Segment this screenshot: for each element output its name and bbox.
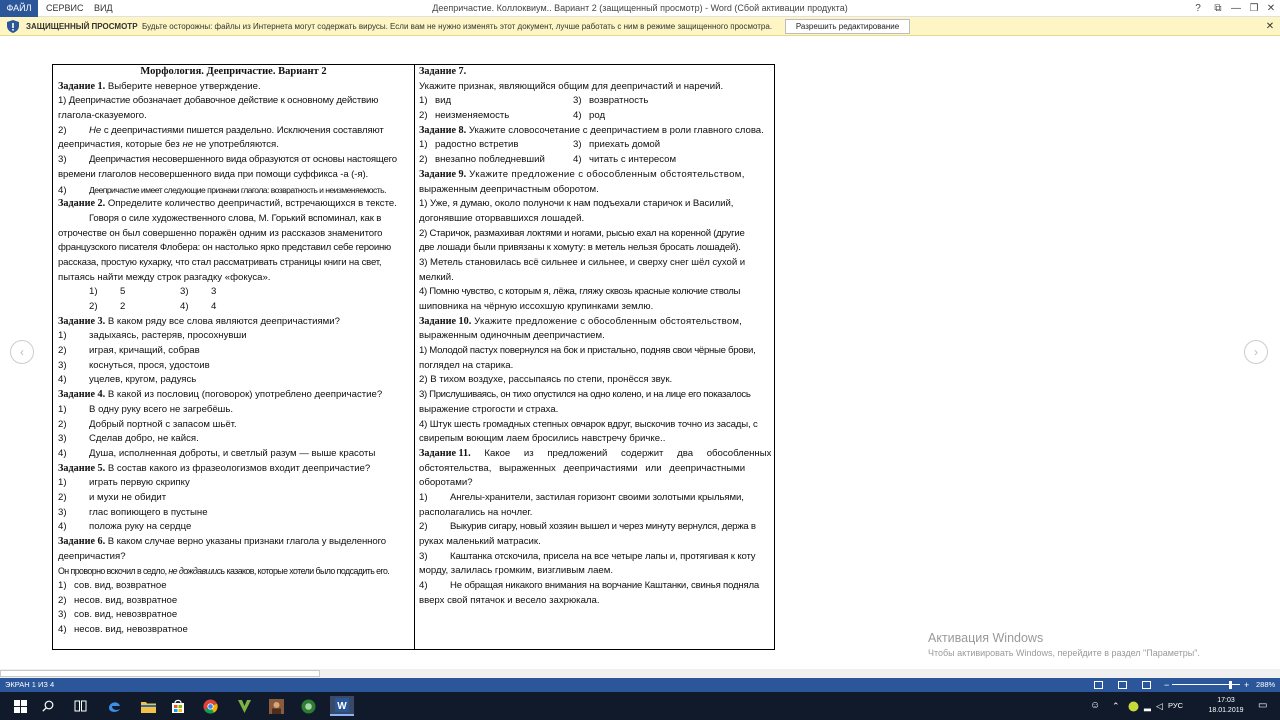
left-column xyxy=(53,65,415,649)
option-number: 3) xyxy=(58,506,67,518)
app-globe-icon[interactable] xyxy=(298,696,318,716)
print-layout-icon[interactable] xyxy=(1118,681,1127,689)
task-8-label: Задание 8. xyxy=(419,124,467,136)
window-title: Деепричастие. Коллоквиум.. Вариант 2 (защищенный просмотр) - Word (Сбой активации продукта) xyxy=(432,3,848,13)
task-9-heading xyxy=(419,168,771,183)
zoom-level[interactable]: 288% xyxy=(1256,680,1276,689)
task-1-label: Задание 1. xyxy=(58,80,106,92)
task-11-option xyxy=(419,579,771,594)
clock-time: 17:03 xyxy=(1217,697,1235,704)
task-6-text: В каком случае верно указаны признаки глагола у выделенного xyxy=(105,536,386,547)
task-6-option xyxy=(58,608,409,623)
option-number: 1) xyxy=(58,330,67,342)
task-8-options-row xyxy=(419,138,771,153)
option-text: не употребляются. xyxy=(193,139,279,151)
option-number: 1) xyxy=(58,580,67,592)
task-9-option-line: 4) Помню чувство, с которым я, лёжа, гляжу сквозь красные колючие стволы xyxy=(419,286,741,298)
option-italic: не xyxy=(182,139,194,151)
task-10-option-line: выражение строгости и страха. xyxy=(419,403,559,415)
task-11-option xyxy=(419,491,771,506)
task-2-passage: Говоря о силе художественного слова, М. Горький вспоминал, как в xyxy=(89,212,382,224)
task-6-option xyxy=(58,623,409,638)
option-text: Деепричастие имеет следующие признаки глагола: возвратность и неизменяемость. xyxy=(89,184,386,195)
option-number: 4) xyxy=(58,624,67,636)
task-7-options-row xyxy=(419,94,771,109)
option-text: 4 xyxy=(211,301,217,312)
option-text: Деепричастия несовершенного вида образуются от основы настоящего xyxy=(89,154,397,166)
task-10-label: Задание 10. xyxy=(419,315,472,327)
store-icon[interactable] xyxy=(168,696,188,716)
task-10-heading xyxy=(419,315,771,330)
option-number: 3) xyxy=(58,359,67,371)
task-4-label: Задание 4. xyxy=(58,389,106,401)
close-button[interactable]: ✕ xyxy=(1266,3,1276,14)
option-number: 4) xyxy=(419,580,428,592)
windows-activation-title: Активация Windows xyxy=(928,631,1044,645)
option-text: приехать домой xyxy=(589,139,661,151)
option-number: 3) xyxy=(419,550,428,562)
task-2-options-row xyxy=(58,300,409,315)
option-text: глас вопиющего в пустыне xyxy=(89,506,208,518)
task-4-heading xyxy=(58,388,409,403)
zoom-in-button[interactable]: + xyxy=(1244,680,1250,690)
option-text: коснуться, прося, удостоив xyxy=(89,359,210,371)
option-text: играя, кричащий, собрав xyxy=(89,345,200,357)
notifications-icon[interactable]: ▭ xyxy=(1258,700,1268,711)
taskbar xyxy=(0,692,1280,720)
option-number: 2) xyxy=(419,521,428,533)
option-number: 3) xyxy=(58,433,67,445)
option-number: 2) xyxy=(58,124,67,136)
option-number: 1) xyxy=(58,403,67,415)
windows-activation-subtitle: Чтобы активировать Windows, перейдите в раздел "Параметры". xyxy=(928,648,1200,658)
task-1-text: Выберите неверное утверждение. xyxy=(105,80,261,92)
task-9-option-line: шиповника на чёрную иссохшую крупинками землю. xyxy=(419,301,654,312)
document-table xyxy=(52,64,775,650)
tab-file[interactable]: ФАЙЛ xyxy=(0,0,38,17)
edge-icon[interactable] xyxy=(104,696,124,716)
option-number: 4) xyxy=(573,154,582,166)
task-3-option xyxy=(58,373,409,388)
option-text: положа руку на сердце xyxy=(89,521,192,533)
sentence-text: казаков, которые хотели было подсадить его. xyxy=(224,566,390,577)
task-3-label: Задание 3. xyxy=(58,315,106,327)
option-text: Каштанка отскочила, присела на все четыре лапы и, протягивая к коту xyxy=(450,550,756,562)
option-text: задыхаясь, растеряв, просохнувши xyxy=(89,330,247,342)
status-bar xyxy=(0,678,1280,692)
zoom-slider-thumb[interactable] xyxy=(1229,681,1232,689)
option-number: 2) xyxy=(89,301,98,312)
language-indicator[interactable]: РУС xyxy=(1168,701,1184,710)
task-6-option xyxy=(58,594,409,609)
task-2-text: Определите количество деепричастий, встречающихся в тексте. xyxy=(105,198,397,210)
sentence-highlight: не дождавшись xyxy=(168,566,225,577)
task-view-icon[interactable] xyxy=(70,696,90,716)
option-text: сов. вид, невозвратное xyxy=(74,609,178,621)
option-text: несов. вид, невозвратное xyxy=(74,624,188,636)
horizontal-scrollbar[interactable] xyxy=(0,669,1280,678)
task-1-option-3a xyxy=(58,153,409,168)
task-9-text: Укажите предложение с обособленным обстоятельством, xyxy=(466,168,745,180)
task-2-passage: французского писателя Флобера: он настолько ярко представил себе героиню xyxy=(58,242,391,254)
option-text: уцелев, кругом, радуясь xyxy=(89,374,197,386)
tray-chevron-icon[interactable]: ⌃ xyxy=(1112,701,1120,711)
app-photo-icon[interactable] xyxy=(266,696,286,716)
task-2-passage: пытаясь найти между строк разгадку «фокуса». xyxy=(58,271,271,283)
task-1-option-1a: 1) Деепричастие обозначает добавочное действие к основному действию xyxy=(58,95,379,107)
task-1-option-4 xyxy=(58,183,409,198)
option-text: 5 xyxy=(120,286,126,298)
task-11-label: Задание 11. xyxy=(419,447,471,459)
task-6-text-2: деепричастия? xyxy=(58,550,126,562)
task-5-label: Задание 5. xyxy=(58,462,106,474)
search-icon[interactable] xyxy=(38,696,58,716)
task-3-heading xyxy=(58,315,409,330)
option-italic: Не xyxy=(89,124,102,136)
task-3-option xyxy=(58,359,409,374)
option-number: 3) xyxy=(180,286,189,298)
task-4-text: В какой из пословиц (поговорок) употреблено деепричастие? xyxy=(105,389,383,401)
task-10-text: Укажите предложение с обособленным обстоятельством, xyxy=(471,315,743,327)
task-6-heading xyxy=(58,535,409,550)
read-mode-icon[interactable] xyxy=(1094,681,1103,689)
task-5-option xyxy=(58,506,409,521)
option-number: 3) xyxy=(58,154,67,166)
option-text: неизменяемость xyxy=(435,110,510,122)
option-text: деепричастия, которые без xyxy=(58,139,183,151)
option-number: 2) xyxy=(58,491,67,503)
task-2-passage: отрочестве он был совершенно поражён одним из рассказов знаменитого xyxy=(58,227,383,239)
option-number: 2) xyxy=(419,110,428,122)
option-text: возвратность xyxy=(589,95,649,107)
option-text: 3 xyxy=(211,286,217,298)
zoom-out-button[interactable]: − xyxy=(1164,680,1170,690)
task-11-option xyxy=(419,520,771,535)
option-text: с деепричастиями пишется раздельно. Исключения составляют xyxy=(101,124,384,136)
task-1-option-1b: глагола-сказуемого. xyxy=(58,110,147,122)
help-button[interactable]: ? xyxy=(1195,3,1201,14)
task-9-label: Задание 9. xyxy=(419,168,467,180)
option-text: 2 xyxy=(120,301,126,312)
title-bar xyxy=(0,0,1280,17)
maximize-button[interactable]: ❐ xyxy=(1249,3,1259,14)
clock-date: 18.01.2019 xyxy=(1208,707,1244,714)
task-5-option xyxy=(58,520,409,535)
task-7-options-row xyxy=(419,109,771,124)
svg-text:W: W xyxy=(337,701,347,712)
task-2-options-row xyxy=(58,285,409,300)
option-text: сов. вид, возвратное xyxy=(74,580,167,592)
task-9-option-line: 3) Метель становилась всё сильнее и сильнее, и сверху снег шёл сухой и xyxy=(419,256,746,268)
task-1-option-2a xyxy=(58,124,409,139)
option-text: радостно встретив xyxy=(435,139,519,151)
tab-service[interactable]: СЕРВИС xyxy=(46,3,84,13)
option-number: 2) xyxy=(419,154,428,166)
option-number: 1) xyxy=(419,139,428,151)
clock[interactable] xyxy=(1206,696,1246,716)
task-8-options-row xyxy=(419,153,771,168)
task-4-option xyxy=(58,432,409,447)
protected-view-bar xyxy=(0,17,1280,36)
right-column xyxy=(415,65,774,649)
option-number: 4) xyxy=(180,301,189,312)
option-text: Выкурив сигару, новый хозяин вышел и через минуту вернулся, держа в xyxy=(450,521,756,533)
task-9-option-line: догонявшие оторвавшихся лошадей. xyxy=(419,212,585,224)
protected-view-title: ЗАЩИЩЕННЫЙ ПРОСМОТР xyxy=(26,22,138,31)
web-layout-icon[interactable] xyxy=(1142,681,1151,689)
option-text: играть первую скрипку xyxy=(89,477,190,489)
task-11-option-cont: располагались на ночлег. xyxy=(419,506,533,518)
option-text: внезапно побледневший xyxy=(435,154,545,166)
task-7-label: Задание 7. xyxy=(419,66,467,77)
page-indicator[interactable]: ЭКРАН 1 ИЗ 4 xyxy=(5,680,55,689)
scrollbar-thumb[interactable] xyxy=(0,670,320,677)
option-number: 3) xyxy=(58,609,67,621)
task-7-text: Укажите признак, являющийся общим для деепричастий и наречий. xyxy=(419,80,724,92)
task-4-option xyxy=(58,418,409,433)
windows-icon[interactable] xyxy=(10,696,30,716)
task-4-option xyxy=(58,403,409,418)
task-11-text: Какое из предложений содержит два обособленных xyxy=(470,447,771,459)
task-5-heading xyxy=(58,462,409,477)
task-11-option-cont: вверх свой пятачок и весело захрюкала. xyxy=(419,594,600,606)
minimize-button[interactable]: — xyxy=(1231,3,1241,14)
option-number: 1) xyxy=(89,286,98,298)
task-11-text-3: оборотами? xyxy=(419,477,473,489)
task-3-option xyxy=(58,344,409,359)
option-text: Добрый портной с запасом шьёт. xyxy=(89,418,237,430)
option-text: Ангелы-хранители, застилая горизонт своими золотыми крыльями, xyxy=(450,491,744,503)
option-number: 2) xyxy=(58,418,67,430)
task-10-option-line: поглядел на старика. xyxy=(419,359,514,371)
option-text: род xyxy=(589,110,606,122)
tray-app-icon[interactable] xyxy=(1128,692,1139,720)
task-11-option-cont: морду, залилась громким, визгливым лаем. xyxy=(419,565,614,577)
previous-screen-button[interactable]: ‹ xyxy=(10,340,34,364)
task-4-option xyxy=(58,447,409,462)
task-11-option xyxy=(419,550,771,565)
volume-icon[interactable]: ◁ xyxy=(1156,701,1163,711)
task-10-text-2: выраженным одиночным деепричастием. xyxy=(419,330,605,342)
task-10-option-line: 2) В тихом воздухе, рассыпаясь по степи, пронёсся звук. xyxy=(419,374,673,386)
enable-editing-button[interactable]: Разрешить редактирование xyxy=(785,19,910,34)
option-number: 4) xyxy=(58,374,67,386)
option-text: В одну руку всего не загребёшь. xyxy=(89,403,234,415)
document-title: Морфология. Деепричастие. Вариант 2 xyxy=(140,66,327,77)
task-10-option-line: свирепым воющим лаем бросились навстречу бричке.. xyxy=(419,433,666,445)
task-10-option-line: 4) Штук шесть громадных степных овчарок вдруг, выскочив точно из засады, с xyxy=(419,418,758,430)
task-6-label: Задание 6. xyxy=(58,536,106,547)
task-5-option xyxy=(58,476,409,491)
protected-view-message: Будьте осторожны: файлы из Интернета могут содержать вирусы. Если вам не нужно изменять этот документ, лучше работать с ним в режиме защищенного просмотра. xyxy=(142,22,773,31)
task-1-option-2b xyxy=(58,138,409,153)
word-icon[interactable] xyxy=(330,696,354,716)
next-screen-button[interactable]: › xyxy=(1244,340,1268,364)
sentence-text: Он проворно вскочил в седло, xyxy=(58,566,169,577)
option-number: 4) xyxy=(58,521,67,533)
task-5-option xyxy=(58,491,409,506)
option-number: 1) xyxy=(58,477,67,489)
option-text: Сделав добро, не кайся. xyxy=(89,433,199,445)
option-text: и мухи не обидит xyxy=(89,491,167,503)
option-number: 4) xyxy=(58,184,67,196)
task-9-text-2: выраженным деепричастным оборотом. xyxy=(419,183,599,195)
network-icon[interactable]: ▂ xyxy=(1144,701,1151,711)
option-number: 4) xyxy=(573,110,582,122)
ribbon-display-button[interactable]: ⧉ xyxy=(1214,3,1222,14)
task-2-label: Задание 2. xyxy=(58,198,106,210)
task-10-option-line: 1) Молодой пастух повернулся на бок и пристально, подняв свои чёрные брови, xyxy=(419,345,756,357)
task-6-option xyxy=(58,579,409,594)
option-number: 4) xyxy=(58,447,67,459)
people-icon[interactable]: ☺ xyxy=(1090,700,1101,711)
task-2-heading xyxy=(58,197,409,212)
task-8-heading xyxy=(419,124,771,139)
app-green-icon[interactable] xyxy=(234,696,254,716)
task-6-sentence xyxy=(58,564,409,579)
option-text: читать с интересом xyxy=(589,154,677,166)
task-1-option-3b: времени глаголов несовершенного вида при помощи суффикса -а (-я). xyxy=(58,168,369,180)
option-number: 3) xyxy=(573,95,582,107)
task-3-text: В каком ряду все слова являются деепричастиями? xyxy=(105,315,340,327)
task-11-option-cont: руках маленький матрасик. xyxy=(419,536,541,547)
option-number: 2) xyxy=(58,594,67,606)
protected-bar-close-icon[interactable]: ✕ xyxy=(1265,21,1275,32)
task-2-passage: рассказа, простую кухарку, что стал рассматривать страницы книги на свет, xyxy=(58,256,382,268)
task-9-option-line: 1) Уже, я думаю, около полуночи к нам подъехали старичок и Василий, xyxy=(419,198,734,210)
task-9-option-line: две лошади были привязаны к хомуту: в метель нельзя бросать лошадей). xyxy=(419,242,741,254)
task-11-heading xyxy=(419,447,771,462)
shield-icon xyxy=(7,20,19,33)
option-number: 2) xyxy=(58,345,67,357)
task-3-option xyxy=(58,329,409,344)
task-5-text: В состав какого из фразеологизмов входит деепричастие? xyxy=(105,462,371,474)
task-1-heading xyxy=(58,80,409,95)
option-text: вид xyxy=(435,95,452,107)
explorer-icon[interactable] xyxy=(138,696,158,716)
task-8-text: Укажите словосочетание с деепричастием в роли главного слова. xyxy=(466,124,764,136)
document-area xyxy=(0,36,1280,678)
option-number: 3) xyxy=(573,139,582,151)
option-text: Душа, исполненная доброты, и светлый разум — выше красоты xyxy=(89,447,376,459)
option-number: 1) xyxy=(419,491,428,503)
task-9-option-line: мелкий. xyxy=(419,271,454,283)
tab-view[interactable]: ВИД xyxy=(94,3,113,13)
chrome-icon[interactable] xyxy=(200,696,220,716)
option-text: несов. вид, возвратное xyxy=(74,594,178,606)
task-10-option-line: 3) Прислушиваясь, он тихо опустился на одно колено, и на лице его показалось xyxy=(419,389,751,401)
option-number: 1) xyxy=(419,95,428,107)
task-9-option-line: 2) Старичок, размахивая локтями и ногами, рысью ехал на коренной (другие xyxy=(419,227,745,239)
option-text: Не обращая никакого внимания на ворчание Каштанки, свинья подняла xyxy=(450,580,759,592)
task-11-text-2: обстоятельства, выраженных деепричастиями или деепричастными xyxy=(419,462,746,474)
